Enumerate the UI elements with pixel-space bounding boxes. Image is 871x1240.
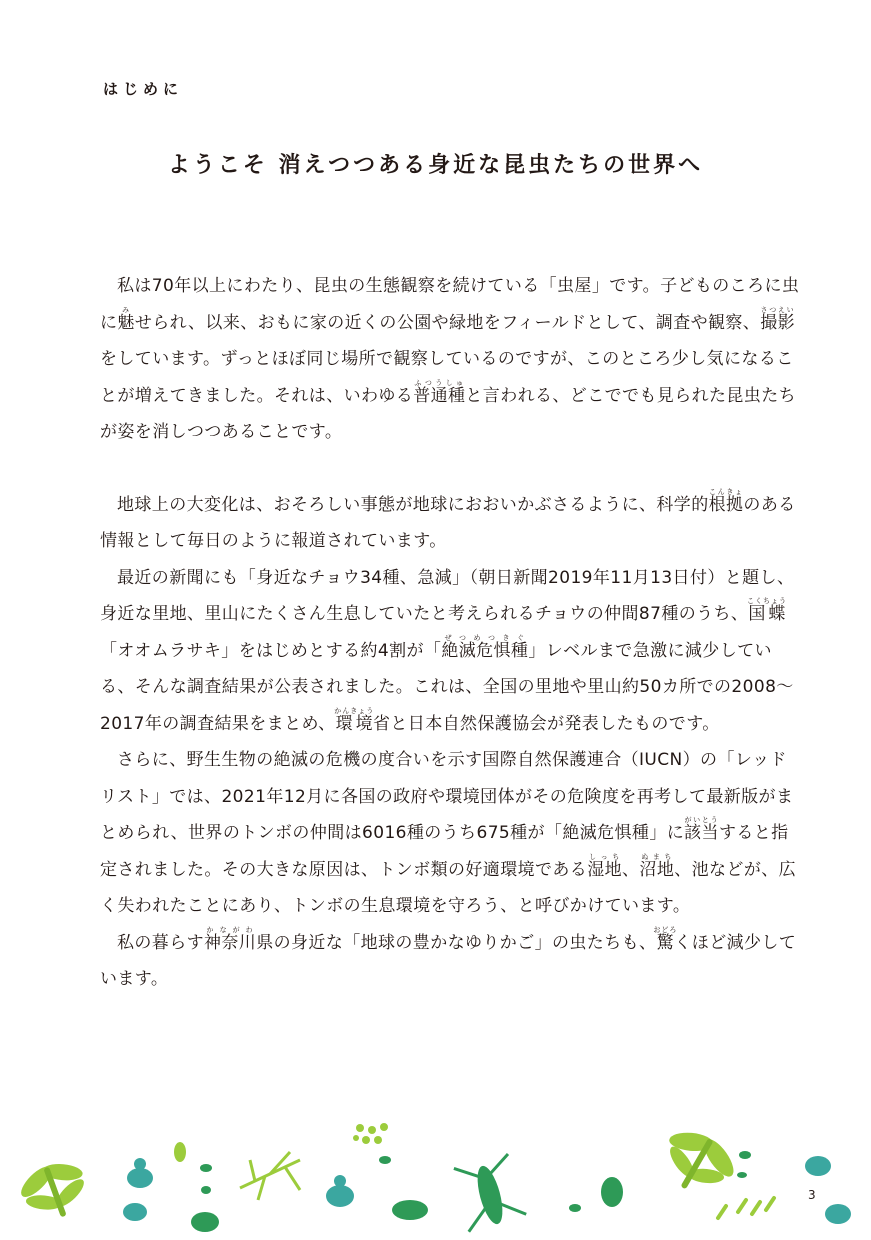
ruby-word: 絶滅危惧種ぜつめつきぐ bbox=[441, 633, 529, 661]
ruby-word: 根こん bbox=[708, 487, 727, 515]
paragraph: さらに、野生生物の絶滅の危機の度合いを示す国際自然保護連合（IUCN）の「レッドリスト」では、2021年12月に各国の政府や環境団体がその危険度を再考して最新版がまとめられ、世界のトンボの仲間は6016種のうち675種が「絶滅危惧種」に該当がいとうすると指定されました。その大きな原因は、トンボ類の好適環境である湿地しっち、沼地ぬまち、池などが、広く失われたことにあり、トンボの生息環境を守ろう、と呼びかけています。 bbox=[100, 750, 797, 916]
mantis-icon bbox=[452, 1153, 527, 1231]
ruby-word: 魅み bbox=[117, 305, 135, 333]
ruby-word: 該当がいとう bbox=[684, 816, 719, 843]
dragonfly-icon bbox=[11, 1150, 97, 1229]
paragraph: 私の暮らす神奈川かながわ県の身近な「地球の豊かなゆりかご」の虫たちも、驚おどろくほど減少しています。 bbox=[100, 925, 797, 989]
paragraph: 最近の新聞にも「身近なチョウ34種、急減」（朝日新聞2019年11月13日付）と題し、身近な里地、里山にたくさん生息していたと考えられるチョウの仲間87種のうち、国蝶こくちょう「オオムラサキ」をはじめとする約4割が「絶滅危惧種ぜつめつきぐ」レベルまで急激に減少している、そんな調査結果が公表されました。これは、全国の里地や里山約50カ所での2008～2017年の調査結果をまとめ、環境かんきょう省と日本自然保護協会が発表したものです。 bbox=[100, 567, 795, 734]
ruby-word: 撮影さつえい bbox=[760, 305, 796, 333]
ruby-word: 国蝶こくちょう bbox=[747, 597, 788, 624]
ruby-word: 環境かんきょう bbox=[334, 706, 375, 734]
ruby-word: 驚おどろ bbox=[653, 925, 678, 953]
paragraph: 私は70年以上にわたり、昆虫の生態観察を続けている「虫屋」です。子どものころに虫に魅みせられ、以来、おもに家の近くの公園や緑地をフィールドとして、調査や観察、撮影さつえいをしています。ずっとほぼ同じ場所で観察しているのですが、このところ少し気になることが増えてきました。それは、いわゆる普通種ふつうしゅと言われる、どこででも見られた昆虫たちが姿を消しつつあることです。 bbox=[100, 276, 800, 442]
ruby-word: 沼地ぬまち bbox=[639, 852, 675, 880]
insect-illustrations bbox=[0, 1100, 871, 1240]
ruby-word: 湿地しっち bbox=[587, 852, 623, 880]
page-title: ようこそ 消えつつある身近な昆虫たちの世界へ bbox=[167, 153, 704, 178]
body-text bbox=[100, 268, 800, 998]
larva-icon bbox=[718, 1198, 774, 1218]
ruby-word: 神奈川かながわ bbox=[204, 925, 257, 953]
page-number: 3 bbox=[808, 1188, 816, 1202]
section-label: はじめに bbox=[103, 80, 184, 98]
ruby-word: 普通種ふつうしゅ bbox=[413, 378, 466, 406]
ruby-word: 拠きょ bbox=[726, 487, 744, 515]
paragraph: 地球上の大変化は、おそろしい事態が地球におおいかぶさるように、科学的根こん拠きょのある情報として毎日のように報道されています。 bbox=[100, 487, 796, 551]
dragonfly-icon bbox=[649, 1115, 749, 1208]
stick-insect-icon bbox=[240, 1152, 300, 1200]
aphid-cluster-icon bbox=[353, 1123, 388, 1144]
